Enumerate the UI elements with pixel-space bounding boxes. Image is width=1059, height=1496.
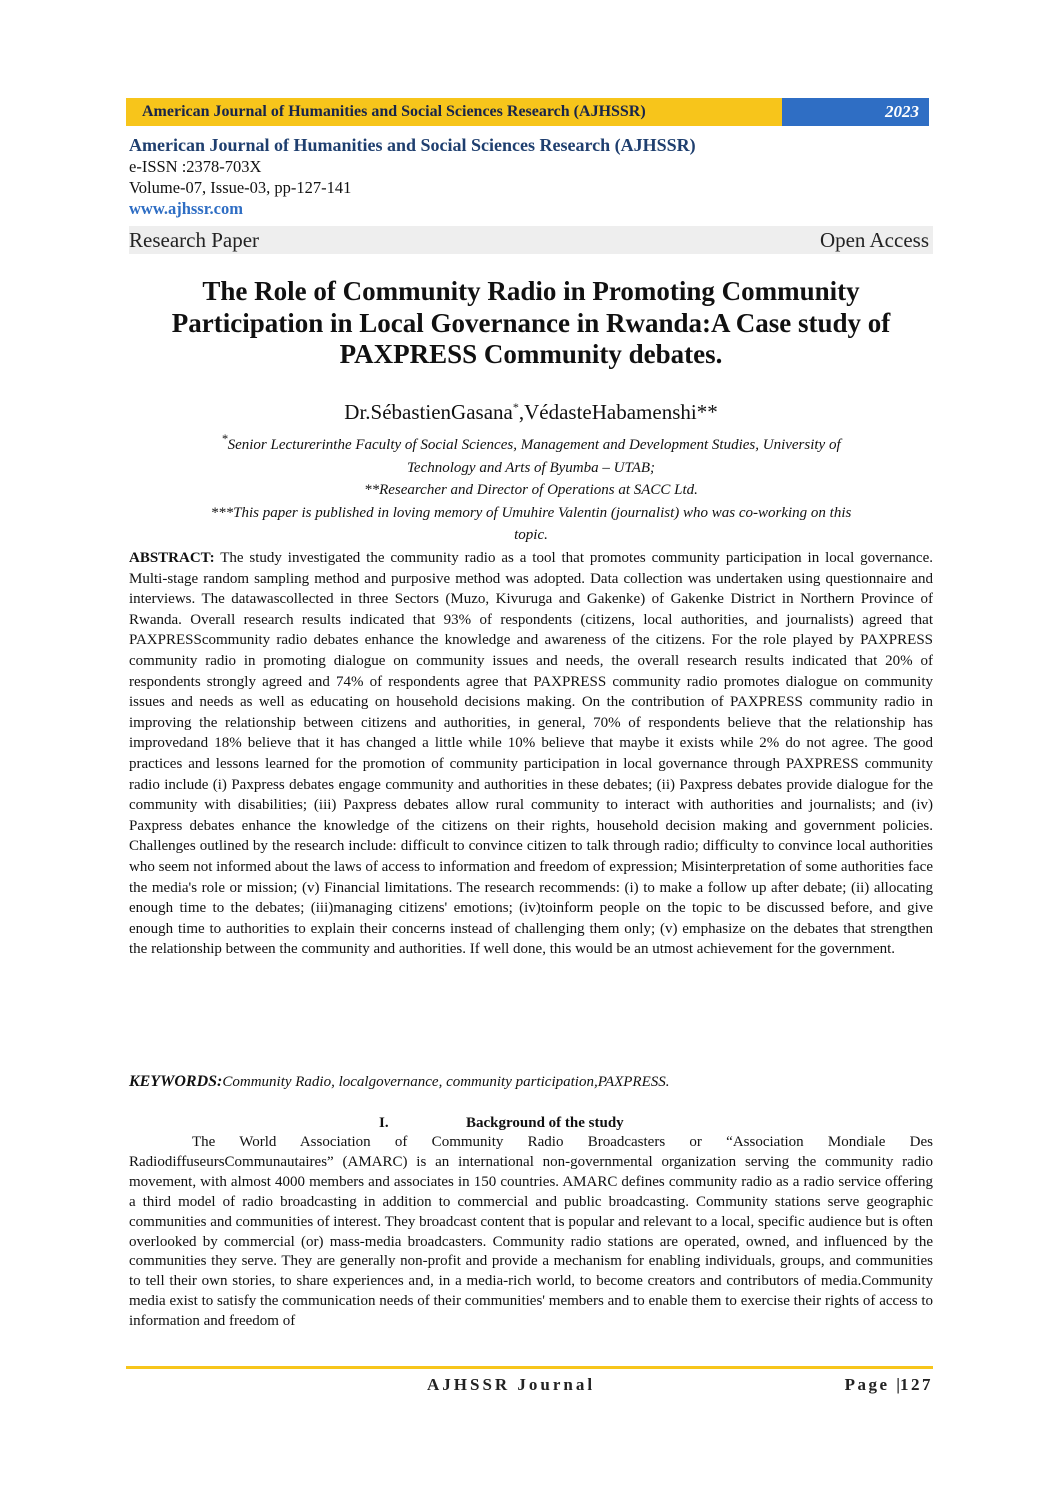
author-2: VédasteHabamenshi** [524,400,718,424]
page-number: 127 [900,1375,933,1394]
keywords [129,1072,933,1092]
affiliations [129,428,933,547]
access-type: Open Access [819,228,929,252]
paper-type: Research Paper [129,228,260,252]
abstract-text: The study investigated the community radio as a tool that promotes community participation in local governance. Multi-stage random sampling method and purposive method was adopted. Data collection was undertaken using questionnaire and interviews. The datawascollected in three Sectors (Muzo, Kivuruga and Gakenke) of Gakenke District in Northern Province of Rwanda. Overall research results indicated that 93% of respondents (citizens, local authorities, and journalists) agreed that PAXPRESScommunity radio debates enhance the knowledge and awareness of the citizens. For the role played by PAXPRESS community radio in promoting dialogue on community issues and needs, the overall research results indicated that 20% of respondents strongly agreed and 74% of respondents agree that PAXPRESS community radio promotes dialogue on community issues and needs as well as educating on household decisions making. On the contribution of PAXPRESS community radio in improving the relationship between citizens and authorities, in general, 70% of respondents believe that the relationship has improvedand 18% believe that it has changed a little while 10% believe that maybe it exists while 2% do not agree. The good practices and lessons learned for the promotion of community participation in local governance through PAXPRESS community radio include (i) Paxpress debates engage community and authorities in these debates; (ii) Paxpress debates provide dialogue for the community with disabilities; (iii) Paxpress debates allow rural community to interact with authorities and journalists; and (iv) Paxpress debates enhance the knowledge of the citizens on their rights, household decision making and government policies. Challenges outlined by the research include: difficult to convince citizen to talk through radio; difficulty to convince local authorities who seem not informed about the laws of access to information and freedom of expression; Misinterpretation of some authorities face the media's role or mission; (v) Financial limitations. The research recommends: (i) to make a follow up after debate; (ii) allocating enough time to the debates; (iii)managing citizens' emotions; (iv)toinform people on the topic to be discussed before, and give enough time to authorities to explain their concerns instead of challenging them only; (v) emphasize on the debates that strengthen the relationship between the community and authorities. If well done, this would be an utmost achievement for the government. [129,550,933,958]
abstract [129,548,933,960]
abstract-label: ABSTRACT: [129,550,215,566]
affiliation-line: topic. [514,527,548,543]
affiliation-mark: * [221,432,228,446]
affiliation-line: Technology and Arts of Byumba – UTAB; [406,459,656,476]
page-separator: | [896,1375,900,1394]
title-line: PAXPRESS Community debates. [339,339,723,369]
volume-info: Volume-07, Issue-03, pp-127-141 [129,178,352,197]
affiliation-line: ***This paper is published in loving memory of Umuhire Valentin (journalist) who was co-working on this [210,504,852,521]
issn: e-ISSN :2378-703X [129,157,262,176]
page-footer [126,1373,933,1397]
authors [129,394,933,425]
section-title: Background of the study [466,1115,624,1131]
journal-name: American Journal of Humanities and Social Sciences Research (AJHSSR) [129,135,696,155]
footer-journal: AJHSSR Journal [427,1375,596,1394]
masthead [129,134,933,219]
running-header-year: 2023 [782,98,929,126]
journal-website-link[interactable]: www.ajhssr.com [129,199,243,218]
author-1: Dr.SébastienGasana [344,400,513,424]
keywords-label: KEYWORDS: [129,1073,223,1090]
running-header-journal: American Journal of Humanities and Social Sciences Research (AJHSSR) [126,98,782,126]
section-body: The World Association of Community Radio Broadcasters or “Association Mondiale Des RadiodiffuseursCommunautaires” (AMARC) is an international non-governmental organization serving the community radio movement, with almost 4000 members and associates in 150 countries. AMARC defines community radio as a radio service offering a third model of radio broadcasting in addition to commercial and public broadcasting. Community stations serve geographic communities and communities of interest. They broadcast content that is popular and relevant to a local, specific audience but is often overlooked by commercial (or) mass-media broadcasters. Community radio stations are operated, owned, and influenced by the communities they serve. They are generally non-profit and provide a mechanism for enabling individuals, groups, and communities to tell their own stories, to share experiences and, in a media-rich world, to become creators and contributors of media.Community media exist to satisfy the communication needs of their communities' members and to enable them to exercise their rights of access to information and freedom of [129,1134,933,1330]
affiliation-line: Senior Lecturerinthe Faculty of Social Sciences, Management and Development Studies, University of [227,437,841,453]
section-number: I. [379,1115,389,1131]
author-separator: , [518,400,525,424]
affiliation-line: **Researcher and Director of Operations at SACC Ltd. [364,482,698,498]
keywords-text: Community Radio, localgovernance, community participation,PAXPRESS. [222,1074,670,1090]
author-1-mark: * [512,400,519,414]
footer-divider [126,1366,933,1369]
running-header [126,98,929,126]
title-line: The Role of Community Radio in Promoting Community [202,276,860,306]
title-line: Participation in Local Governance in Rwanda:A Case study of [171,307,891,338]
paper-title [129,276,933,371]
paper-type-bar [129,226,933,254]
page-label: Page [844,1375,890,1394]
footer-page [845,1373,933,1397]
